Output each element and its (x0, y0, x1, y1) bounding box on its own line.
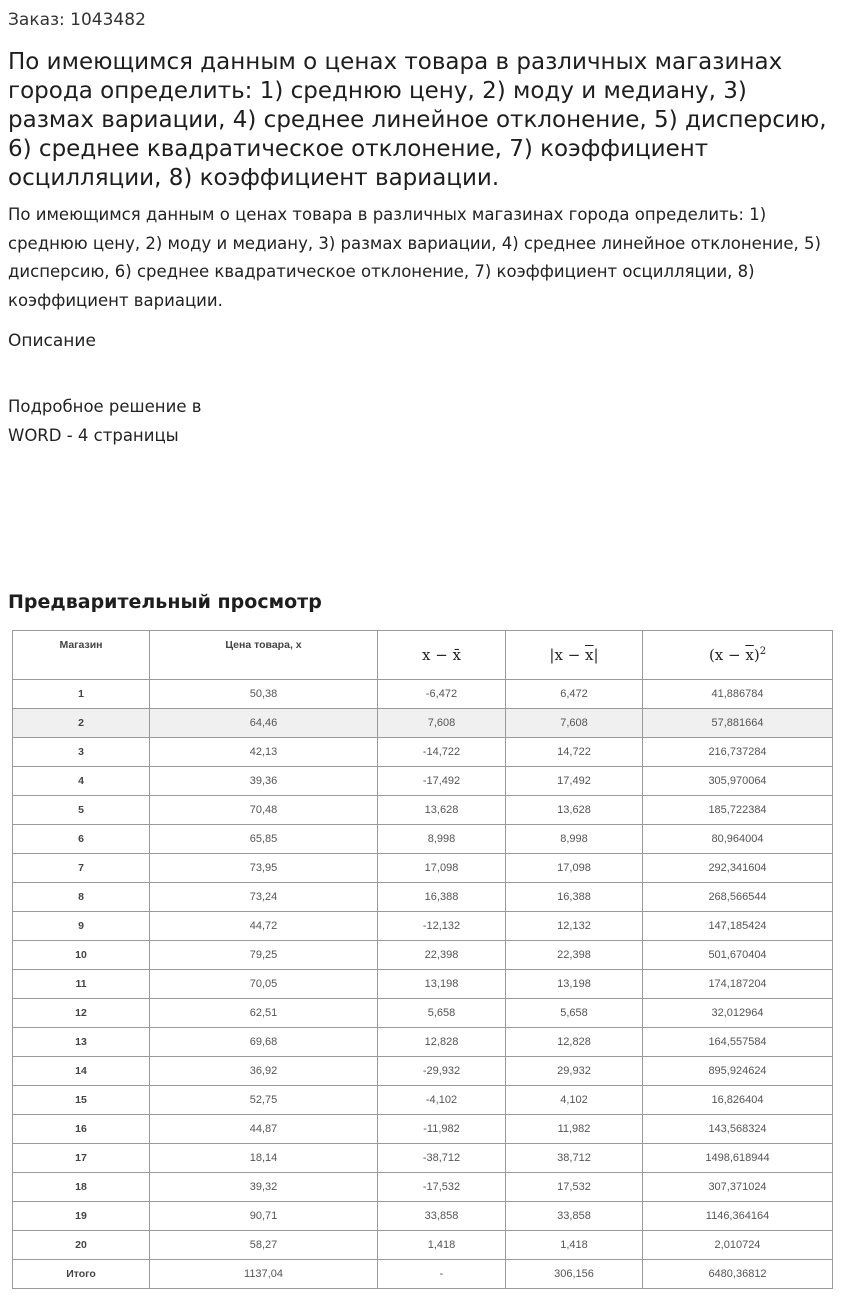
value-cell: 143,568324 (643, 1115, 833, 1144)
value-cell: 6,472 (506, 680, 643, 709)
value-cell: 8,998 (378, 825, 506, 854)
value-cell: 501,670404 (643, 941, 833, 970)
value-cell: 38,712 (506, 1144, 643, 1173)
value-cell: -38,712 (378, 1144, 506, 1173)
math-part: ) (753, 646, 760, 664)
shop-cell: 18 (13, 1173, 150, 1202)
value-cell: 1498,618944 (643, 1144, 833, 1173)
value-cell: 22,398 (378, 941, 506, 970)
value-cell: 22,398 (506, 941, 643, 970)
value-cell: -14,722 (378, 738, 506, 767)
table-row (13, 825, 833, 854)
value-cell: -6,472 (378, 680, 506, 709)
solution-line: WORD - 4 страницы (8, 425, 179, 445)
shop-cell: 11 (13, 970, 150, 999)
shop-cell: 5 (13, 796, 150, 825)
table-row (13, 1231, 833, 1260)
header-shop: Магазин (13, 631, 150, 680)
value-cell: 29,932 (506, 1057, 643, 1086)
value-cell: 305,970064 (643, 767, 833, 796)
table-row (13, 738, 833, 767)
calculation-table (12, 630, 833, 1289)
shop-cell: 10 (13, 941, 150, 970)
table-row (13, 680, 833, 709)
page-title: По имеющимся данным о ценах товара в различных магазинах города определить: 1) среднюю цену, 2) моду и медиану, 3) размах вариации, 4) среднее линейное отклонение, 5) дисперсию, 6) среднее квадратическое отклонение, 7) коэффициент осцилляции, 8) коэффициент вариации. (8, 49, 827, 191)
value-cell: 1,418 (506, 1231, 643, 1260)
table-row (13, 941, 833, 970)
table-row (13, 883, 833, 912)
header-deviation: x − x̄ (378, 631, 506, 680)
table-row (13, 1028, 833, 1057)
value-cell: 44,72 (150, 912, 378, 941)
value-cell: 39,36 (150, 767, 378, 796)
table-row (13, 767, 833, 796)
shop-cell: 4 (13, 767, 150, 796)
table-row (13, 796, 833, 825)
value-cell: -4,102 (378, 1086, 506, 1115)
shop-cell: 7 (13, 854, 150, 883)
shop-cell: 1 (13, 680, 150, 709)
header-sq-deviation (643, 631, 833, 680)
value-cell: 216,737284 (643, 738, 833, 767)
value-cell: 90,71 (150, 1202, 378, 1231)
value-cell: -29,932 (378, 1057, 506, 1086)
shop-cell: 20 (13, 1231, 150, 1260)
value-cell: -17,492 (378, 767, 506, 796)
shop-cell: Итого (13, 1260, 150, 1289)
value-cell: 17,098 (378, 854, 506, 883)
value-cell: 174,187204 (643, 970, 833, 999)
shop-cell: 17 (13, 1144, 150, 1173)
math-part: |x − (549, 646, 586, 664)
preview-heading: Предварительный просмотр (8, 591, 322, 613)
value-cell: 41,886784 (643, 680, 833, 709)
value-cell: 42,13 (150, 738, 378, 767)
table-row (13, 854, 833, 883)
value-cell: 147,185424 (643, 912, 833, 941)
value-cell: 1146,364164 (643, 1202, 833, 1231)
description-heading: Описание (8, 331, 96, 351)
value-cell: 36,92 (150, 1057, 378, 1086)
value-cell: 7,608 (378, 709, 506, 738)
value-cell: 73,24 (150, 883, 378, 912)
value-cell: 13,628 (378, 796, 506, 825)
value-cell: 292,341604 (643, 854, 833, 883)
math-part: $\overline{x}$ (745, 646, 754, 664)
table-row (13, 1202, 833, 1231)
header-abs-deviation (506, 631, 643, 680)
header-price: Цена товара, x (150, 631, 378, 680)
value-cell: 32,012964 (643, 999, 833, 1028)
shop-cell: 2 (13, 709, 150, 738)
value-cell: 6480,36812 (643, 1260, 833, 1289)
table-row (13, 1115, 833, 1144)
shop-cell: 15 (13, 1086, 150, 1115)
value-cell: 50,38 (150, 680, 378, 709)
value-cell: 16,388 (506, 883, 643, 912)
table-row (13, 1173, 833, 1202)
value-cell: 80,964004 (643, 825, 833, 854)
value-cell: 14,722 (506, 738, 643, 767)
value-cell: 895,924624 (643, 1057, 833, 1086)
value-cell: 17,492 (506, 767, 643, 796)
value-cell: 12,828 (506, 1028, 643, 1057)
table-header-row (13, 631, 833, 680)
math-part: 2 (759, 646, 767, 657)
value-cell: 65,85 (150, 825, 378, 854)
shop-cell: 12 (13, 999, 150, 1028)
value-cell: 2,010724 (643, 1231, 833, 1260)
value-cell: 33,858 (378, 1202, 506, 1231)
value-cell: 70,05 (150, 970, 378, 999)
value-cell: 44,87 (150, 1115, 378, 1144)
value-cell: 18,14 (150, 1144, 378, 1173)
value-cell: 57,881664 (643, 709, 833, 738)
table-row (13, 1057, 833, 1086)
value-cell: 79,25 (150, 941, 378, 970)
value-cell: 17,098 (506, 854, 643, 883)
value-cell: 69,68 (150, 1028, 378, 1057)
value-cell: 17,532 (506, 1173, 643, 1202)
shop-cell: 6 (13, 825, 150, 854)
table-row (13, 709, 833, 738)
value-cell: 8,998 (506, 825, 643, 854)
math-part: (x − (708, 646, 746, 664)
shop-cell: 13 (13, 1028, 150, 1057)
value-cell: 185,722384 (643, 796, 833, 825)
value-cell: 64,46 (150, 709, 378, 738)
value-cell: -12,132 (378, 912, 506, 941)
shop-cell: 16 (13, 1115, 150, 1144)
value-cell: 62,51 (150, 999, 378, 1028)
value-cell: 7,608 (506, 709, 643, 738)
table-row (13, 1086, 833, 1115)
value-cell: 13,628 (506, 796, 643, 825)
value-cell: 12,132 (506, 912, 643, 941)
value-cell: 73,95 (150, 854, 378, 883)
table-row (13, 1260, 833, 1289)
value-cell: 5,658 (378, 999, 506, 1028)
value-cell: 1137,04 (150, 1260, 378, 1289)
value-cell: 306,156 (506, 1260, 643, 1289)
shop-cell: 8 (13, 883, 150, 912)
order-number: Заказ: 1043482 (8, 10, 146, 30)
value-cell: 268,566544 (643, 883, 833, 912)
value-cell: 16,826404 (643, 1086, 833, 1115)
table-row (13, 970, 833, 999)
shop-cell: 3 (13, 738, 150, 767)
table-row (13, 1144, 833, 1173)
value-cell: -17,532 (378, 1173, 506, 1202)
value-cell: -11,982 (378, 1115, 506, 1144)
math-part: | (593, 646, 599, 664)
solution-line: Подробное решение в (8, 397, 202, 416)
value-cell: 16,388 (378, 883, 506, 912)
value-cell: 39,32 (150, 1173, 378, 1202)
value-cell: 4,102 (506, 1086, 643, 1115)
value-cell: 70,48 (150, 796, 378, 825)
solution-info (8, 393, 308, 450)
preview-image (12, 630, 834, 1287)
value-cell: 13,198 (378, 970, 506, 999)
value-cell: - (378, 1260, 506, 1289)
value-cell: 58,27 (150, 1231, 378, 1260)
shop-cell: 14 (13, 1057, 150, 1086)
value-cell: 11,982 (506, 1115, 643, 1144)
task-description: По имеющимся данным о ценах товара в различных магазинах города определить: 1) среднюю цену, 2) моду и медиану, 3) размах вариации, 4) среднее линейное отклонение, 5) дисперсию, 6) среднее квадратическое отклонение, 7) коэффициент осцилляции, 8) коэффициент вариации. (8, 205, 821, 310)
value-cell: 1,418 (378, 1231, 506, 1260)
value-cell: 164,557584 (643, 1028, 833, 1057)
table-row (13, 999, 833, 1028)
shop-cell: 19 (13, 1202, 150, 1231)
value-cell: 52,75 (150, 1086, 378, 1115)
math-part: $\overline{x}$ (585, 646, 594, 664)
value-cell: 5,658 (506, 999, 643, 1028)
value-cell: 33,858 (506, 1202, 643, 1231)
shop-cell: 9 (13, 912, 150, 941)
table-row (13, 912, 833, 941)
value-cell: 12,828 (378, 1028, 506, 1057)
value-cell: 307,371024 (643, 1173, 833, 1202)
value-cell: 13,198 (506, 970, 643, 999)
